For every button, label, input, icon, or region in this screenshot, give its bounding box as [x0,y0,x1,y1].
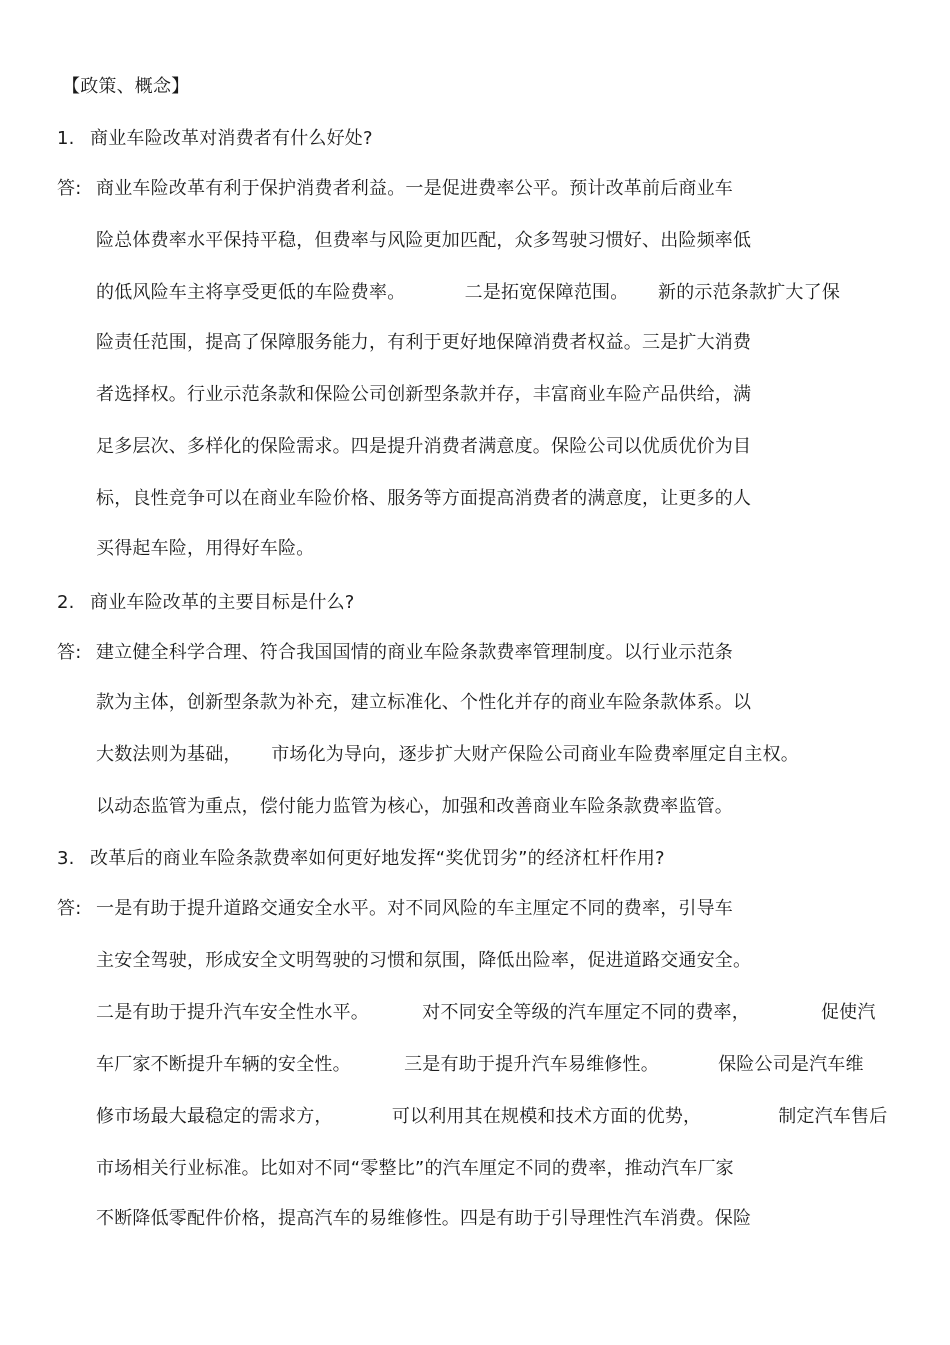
question-number: 1. [57,128,75,149]
answer-line: 买得起车险，用得好车险。 [96,538,315,559]
answer-line: 的低风险车主将享受更低的车险费率。 二是拓宽保障范围。 新的示范条款扩大了保 [96,282,841,303]
question-text: 改革后的商业车险条款费率如何更好地发挥“奖优罚劣”的经济杠杆作用? [90,848,665,869]
answer-label: 答: [57,642,82,663]
answer-line: 建立健全科学合理、符合我国国情的商业车险条款费率管理制度。以行业示范条 [96,642,733,663]
question-text: 商业车险改革对消费者有什么好处? [90,128,373,149]
section-title: 【政策、概念】 [62,76,190,97]
answer-label: 答: [57,898,82,919]
answer-line: 主安全驾驶，形成安全文明驾驶的习惯和氛围，降低出险率，促进道路交通安全。 [96,950,752,971]
question-text: 商业车险改革的主要目标是什么? [90,592,355,613]
answer-line: 市场相关行业标准。比如对不同“零整比”的汽车厘定不同的费率，推动汽车厂家 [96,1158,734,1179]
answer-line: 款为主体，创新型条款为补充，建立标准化、个性化并存的商业车险条款体系。以 [96,692,752,713]
answer-line: 以动态监管为重点，偿付能力监管为核心，加强和改善商业车险条款费率监管。 [96,796,733,817]
answer-line: 险责任范围，提高了保障服务能力，有利于更好地保障消费者权益。三是扩大消费 [96,332,752,353]
answer-line: 足多层次、多样化的保险需求。四是提升消费者满意度。保险公司以优质优价为目 [96,436,752,457]
answer-line: 不断降低零配件价格，提高汽车的易维修性。四是有助于引导理性汽车消费。保险 [96,1208,752,1229]
answer-line: 修市场最大最稳定的需求方， 可以利用其在规模和技术方面的优势， 制定汽车售后 [96,1106,888,1127]
answer-line: 标，良性竞争可以在商业车险价格、服务等方面提高消费者的满意度，让更多的人 [96,488,752,509]
answer-line: 大数法则为基础， 市场化为导向，逐步扩大财产保险公司商业车险费率厘定自主权。 [96,744,800,765]
answer-line: 一是有助于提升道路交通安全水平。对不同风险的车主厘定不同的费率，引导车 [96,898,733,919]
answer-label: 答: [57,178,82,199]
answer-line: 者选择权。行业示范条款和保险公司创新型条款并存，丰富商业车险产品供给，满 [96,384,752,405]
answer-line: 险总体费率水平保持平稳，但费率与风险更加匹配，众多驾驶习惯好、出险频率低 [96,230,752,251]
answer-line: 车厂家不断提升车辆的安全性。 三是有助于提升汽车易维修性。 保险公司是汽车维 [96,1054,864,1075]
question-number: 3. [57,848,75,869]
question-number: 2. [57,592,75,613]
answer-line: 二是有助于提升汽车安全性水平。 对不同安全等级的汽车厘定不同的费率， 促使汽 [96,1002,876,1023]
answer-line: 商业车险改革有利于保护消费者利益。一是促进费率公平。预计改革前后商业车 [96,178,733,199]
